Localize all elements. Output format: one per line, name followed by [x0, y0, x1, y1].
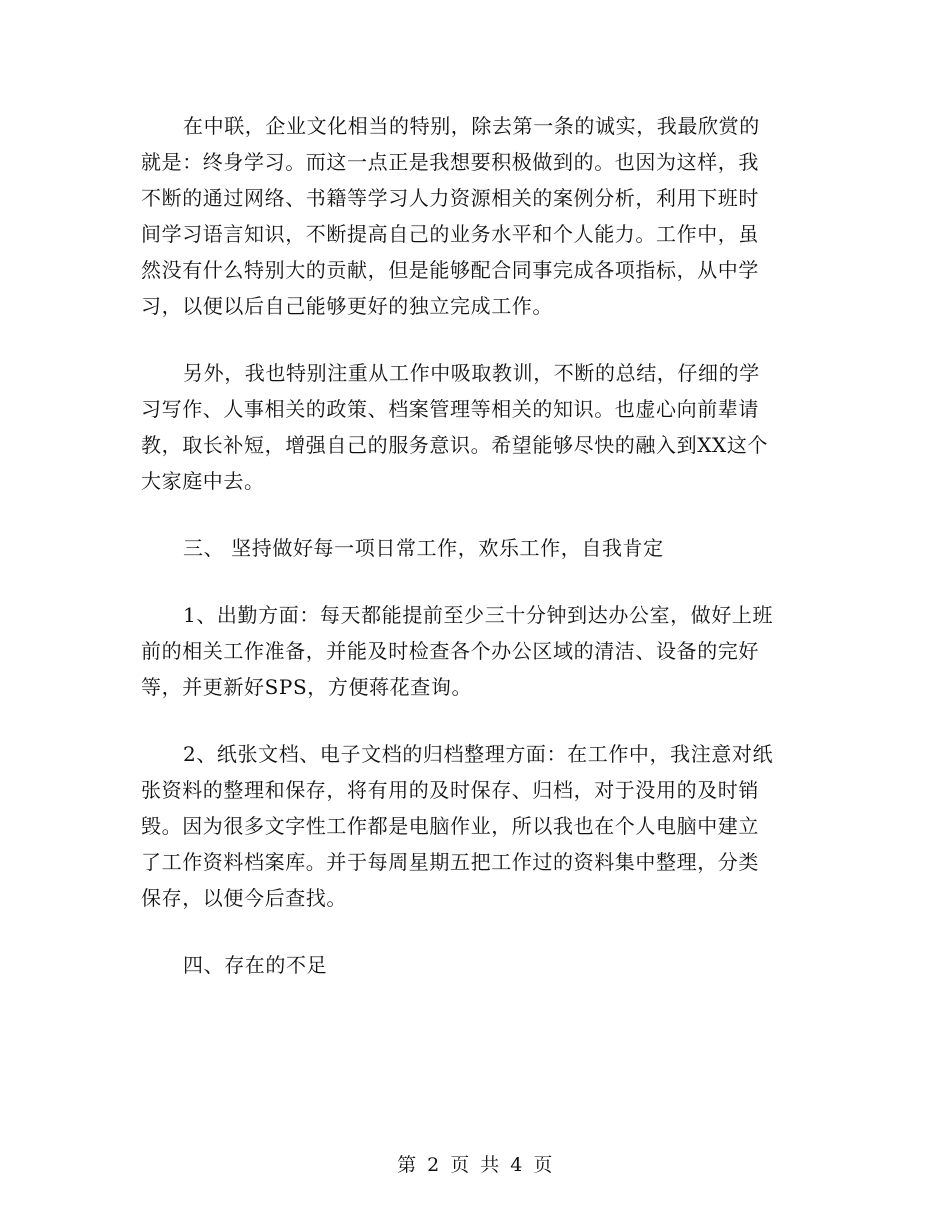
text-line: 保存，以便今后查找。	[141, 886, 347, 910]
text-line: 了工作资料档案库。并于每周星期五把工作过的资料集中整理，分类	[141, 850, 759, 874]
text-line: 在中联，企业文化相当的特别，除去第一条的诚实，我最欣赏的	[183, 114, 760, 138]
text-line: 1、出勤方面：每天都能提前至少三十分钟到达办公室，做好上班	[183, 603, 774, 627]
section-heading-three	[141, 530, 811, 566]
page-number-footer: 第 2 页 共 4 页	[397, 1154, 553, 1176]
text-line: 张资料的整理和保存，将有用的及时保存、归档，对于没用的及时销	[141, 778, 759, 802]
text-line: 教，取长补短，增强自己的服务意识。希望能够尽快的融入到XX这个	[141, 433, 769, 457]
text-line: 另外，我也特别注重从工作中吸取教训，不断的总结，仔细的学	[183, 361, 760, 385]
text-line: 大家庭中去。	[141, 469, 265, 493]
text-line: 习写作、人事相关的政策、档案管理等相关的知识。也虚心向前辈请	[141, 397, 759, 421]
text-line: 不断的通过网络、书籍等学习人力资源相关的案例分析，利用下班时	[141, 186, 759, 210]
text-line: 2、纸张文档、电子文档的归档整理方面：在工作中，我注意对纸	[183, 742, 774, 766]
text-line: 毁。因为很多文字性工作都是电脑作业，所以我也在个人电脑中建立	[141, 814, 759, 838]
text-line: 习，以便以后自己能够更好的独立完成工作。	[141, 294, 553, 318]
text-line: 前的相关工作准备，并能及时检查各个办公区域的清洁、设备的完好	[141, 639, 759, 663]
heading-text: 四、存在的不足	[183, 953, 328, 977]
text-line: 然没有什么特别大的贡献，但是能够配合同事完成各项指标，从中学	[141, 258, 759, 282]
text-line: 就是：终身学习。而这一点正是我想要积极做到的。也因为这样，我	[141, 150, 759, 174]
text-line: 等，并更新好SPS，方便蒋花查询。	[141, 675, 473, 699]
paragraph-company-culture	[141, 108, 811, 324]
section-heading-four	[141, 947, 811, 983]
document-body	[141, 108, 811, 1014]
text-line: 间学习语言知识，不断提高自己的业务水平和个人能力。工作中，虽	[141, 222, 759, 246]
paragraph-learning	[141, 355, 811, 499]
paragraph-archiving	[141, 736, 811, 916]
paragraph-attendance	[141, 597, 811, 705]
heading-text: 三、 坚持做好每一项日常工作，欢乐工作，自我肯定	[183, 536, 664, 560]
